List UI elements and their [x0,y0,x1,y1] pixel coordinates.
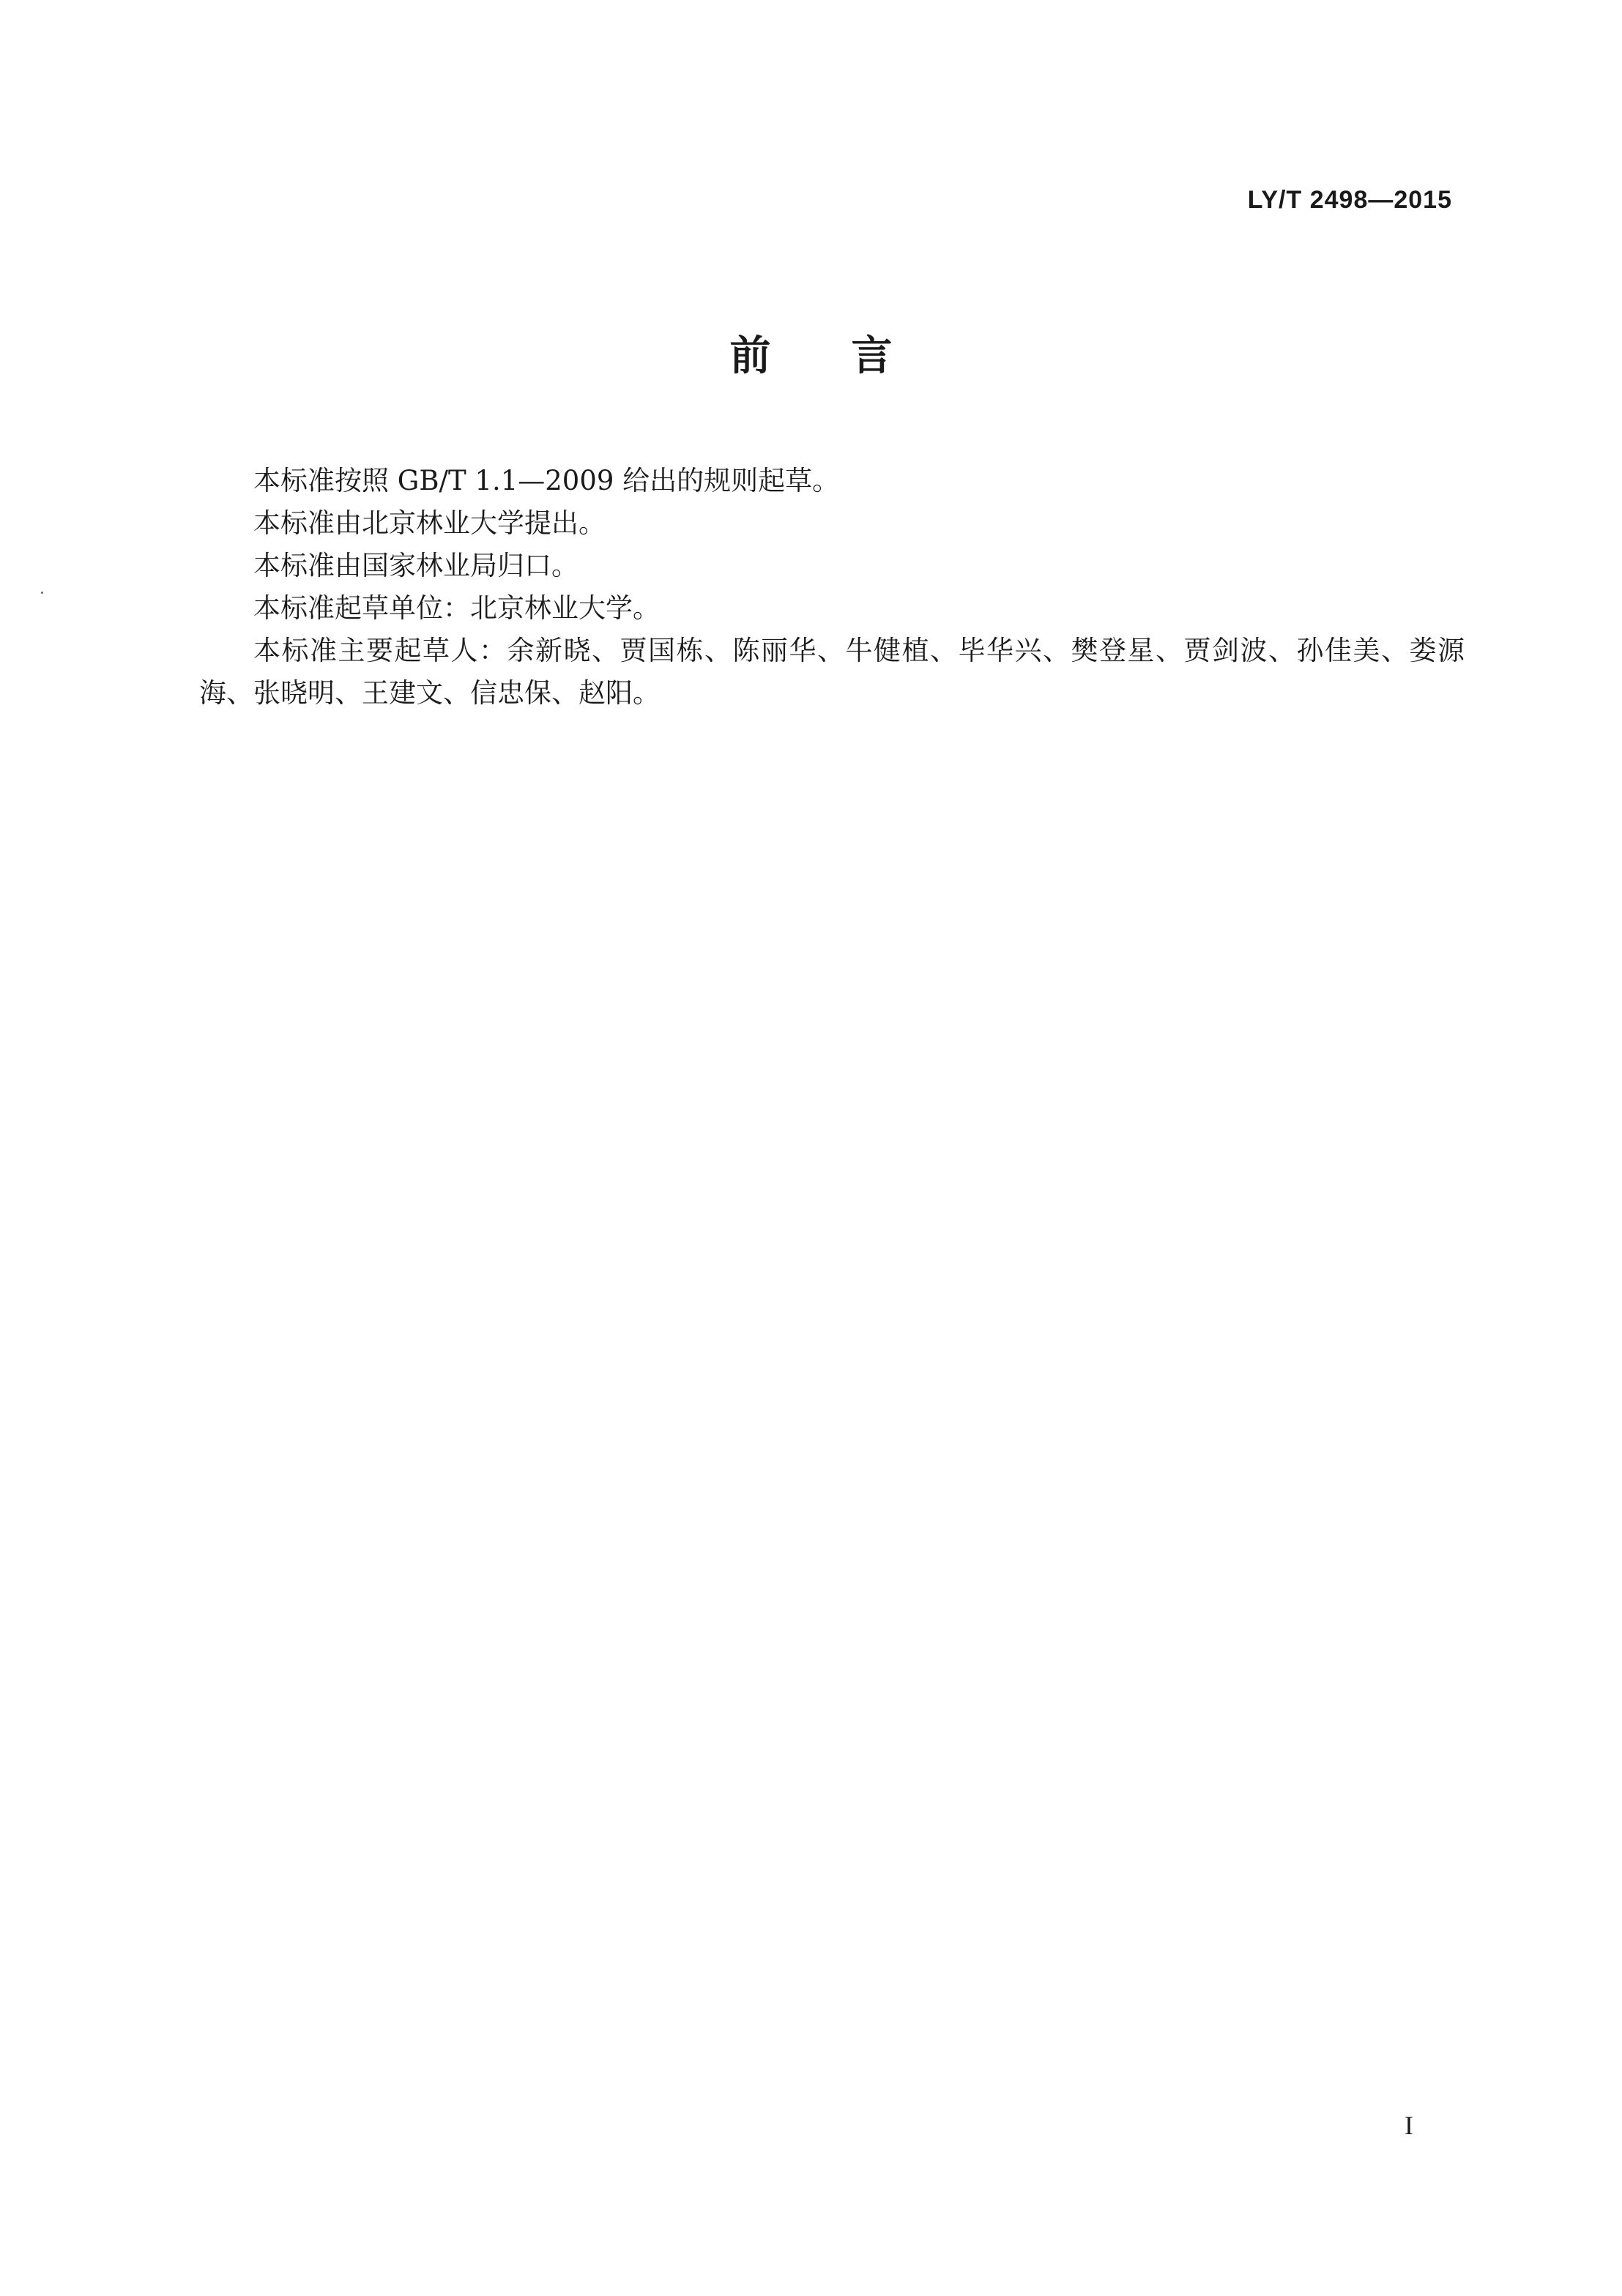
paragraph-drafters: 本标准主要起草人：余新晓、贾国栋、陈丽华、牛健植、毕华兴、樊登星、贾剑波、孙佳美、娄源海、张晓明、王建文、信忠保、赵阳。 [199,635,1465,709]
paragraph-proposer: 本标准由北京林业大学提出。 [253,507,606,539]
paragraph-administrator: 本标准由国家林业局归口。 [253,550,579,581]
document-code: LY/T 2498—2015 [1247,186,1452,214]
title-char-2: 言 [851,332,893,380]
page-number: I [1405,2111,1413,2140]
page-title [0,331,1622,382]
foreword-body [199,460,1465,715]
title-char-1: 前 [729,332,771,380]
paragraph-drafting-unit: 本标准起草单位：北京林业大学。 [253,592,660,624]
scan-speck [41,592,43,594]
paragraph-drafting-rules: 本标准按照 GB/T 1.1—2009 给出的规则起草。 [253,465,840,496]
